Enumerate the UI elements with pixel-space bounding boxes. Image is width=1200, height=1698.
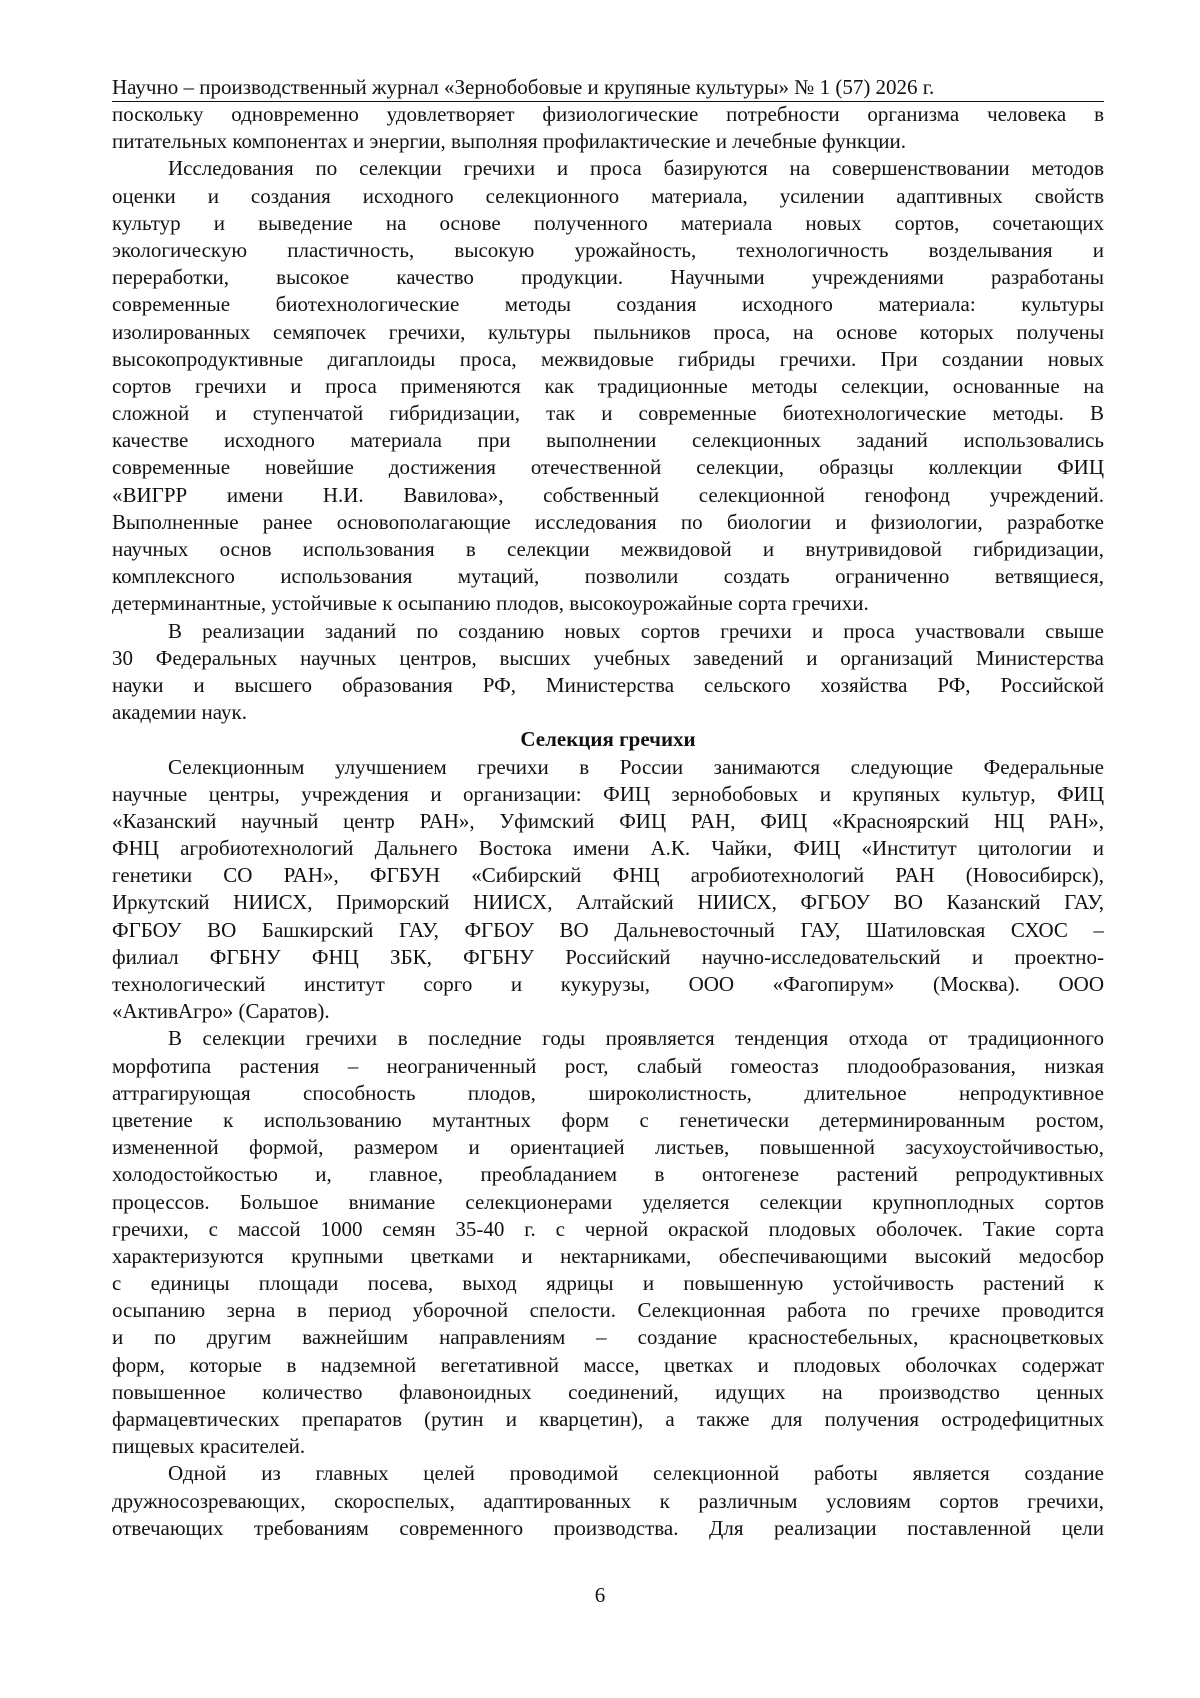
text-line: ФНЦ агробиотехнологий Дальнего Востока имени А.К. Чайки, ФИЦ «Институт цитологии и — [112, 836, 1104, 861]
text-line: гречихи, с массой 1000 семян 35-40 г. с черной окраской плодовых оболочек. Такие сорта — [112, 1216, 1104, 1241]
text-line: Селекционным улучшением гречихи в России занимаются следующие Федеральные — [168, 754, 1104, 779]
text-line: комплексного использования мутаций, позволили создать ограниченно ветвящиеся, — [112, 564, 1104, 589]
text-line: детерминантные, устойчивые к осыпанию плодов, высокоурожайные сорта гречихи. — [112, 591, 869, 616]
text-line: с единицы площади посева, выход ядрицы и повышенную устойчивость растений к — [112, 1271, 1104, 1296]
text-line: Иркутский НИИСХ, Приморский НИИСХ, Алтайский НИИСХ, ФГБОУ ВО Казанский ГАУ, — [112, 890, 1104, 915]
text-line: аттрагирующая способность плодов, широколистность, длительное непродуктивное — [112, 1080, 1104, 1105]
text-line: изолированных семяпочек гречихи, культуры пыльников проса, на основе которых получены — [112, 319, 1104, 344]
text-line: современные новейшие достижения отечественной селекции, образцы коллекции ФИЦ — [112, 455, 1104, 480]
article-body — [112, 101, 1104, 1542]
text-line: холодостойкостью и, главное, преобладанием в онтогенезе растений репродуктивных — [112, 1162, 1104, 1187]
text-line: «Казанский научный центр РАН», Уфимский ФИЦ РАН, ФИЦ «Красноярский НЦ РАН», — [112, 808, 1104, 833]
text-line: цветение к использованию мутантных форм с генетически детерминированным ростом, — [112, 1107, 1104, 1132]
text-line: ФГБОУ ВО Башкирский ГАУ, ФГБОУ ВО Дальневосточный ГАУ, Шатиловская СХОС – — [112, 917, 1104, 942]
text-line: сложной и ступенчатой гибридизации, так и современные биотехнологические методы. В — [112, 401, 1104, 426]
section-title: Селекция гречихи — [520, 727, 696, 752]
text-line: Одной из главных целей проводимой селекционной работы является создание — [168, 1461, 1104, 1486]
text-line: отвечающих требованиям современного производства. Для реализации поставленной цели — [112, 1515, 1104, 1540]
text-line: и по другим важнейшим направлениям – создание красностебельных, красноцветковых — [112, 1325, 1104, 1350]
text-line: фармацевтических препаратов (рутин и кварцетин), а также для получения остродефицитных — [112, 1407, 1104, 1431]
journal-header: Научно – производственный журнал «Зернобобовые и крупяные культуры» № 1 (57) 2026 г. — [112, 75, 935, 99]
text-line: культур и выведение на основе полученного материала новых сортов, сочетающих — [112, 210, 1104, 235]
text-line: дружносозревающих, скороспелых, адаптированных к различным условиям сортов гречихи, — [112, 1488, 1104, 1513]
text-line: Выполненные ранее основополагающие исследования по биологии и физиологии, разработке — [112, 509, 1104, 534]
text-line: «ВИГРР имени Н.И. Вавилова», собственный селекционной генофонд учреждений. — [112, 482, 1104, 507]
text-line: Исследования по селекции гречихи и проса базируются на совершенствовании методов — [168, 156, 1104, 181]
text-line: генетики СО РАН», ФГБУН «Сибирский ФНЦ агробиотехнологий РАН (Новосибирск), — [112, 863, 1104, 888]
text-line: технологический институт сорго и кукурузы, ООО «Фагопирум» (Москва). ООО — [112, 972, 1104, 996]
text-line: оценки и создания исходного селекционного материала, усилении адаптивных свойств — [112, 183, 1104, 208]
text-line: научные центры, учреждения и организации: ФИЦ зернобобовых и крупяных культур, ФИЦ — [112, 781, 1104, 806]
text-line: питательных компонентах и энергии, выполняя профилактические и лечебные функции. — [112, 129, 907, 154]
text-line: науки и высшего образования РФ, Министерства сельского хозяйства РФ, Российской — [112, 672, 1104, 697]
text-line: «АктивАгро» (Саратов). — [112, 999, 330, 1024]
text-line: качестве исходного материала при выполнении селекционных заданий использовались — [112, 428, 1104, 453]
text-line: сортов гречихи и проса применяются как традиционные методы селекции, основанные на — [112, 373, 1104, 398]
text-line: пищевых красителей. — [112, 1434, 306, 1459]
text-line: академии наук. — [112, 700, 247, 725]
text-line: филиал ФГБНУ ФНЦ ЗБК, ФГБНУ Российский научно-исследовательский и проектно- — [112, 944, 1104, 969]
text-line: поскольку одновременно удовлетворяет физиологические потребности организма человека в — [112, 102, 1104, 126]
text-line: В реализации заданий по созданию новых сортов гречихи и проса участвовали свыше — [168, 618, 1104, 643]
text-line: морфотипа растения – неограниченный рост, слабый гомеостаз плодообразования, низкая — [112, 1053, 1104, 1078]
text-line: форм, которые в надземной вегетативной массе, цветках и плодовых оболочках содержат — [112, 1352, 1104, 1377]
text-line: повышенное количество флавоноидных соединений, идущих на производство ценных — [112, 1379, 1104, 1404]
text-line: современные биотехнологические методы создания исходного материала: культуры — [112, 292, 1104, 317]
text-line: измененной формой, размером и ориентацией листьев, повышенной засухоустойчивостью, — [112, 1135, 1104, 1160]
text-line: процессов. Большое внимание селекционерами уделяется селекции крупноплодных сортов — [112, 1189, 1104, 1214]
text-line: В селекции гречихи в последние годы проявляется тенденция отхода от традиционного — [168, 1026, 1104, 1051]
text-line: осыпанию зерна в период уборочной спелости. Селекционная работа по гречихе проводится — [112, 1298, 1104, 1323]
text-line: научных основ использования в селекции межвидовой и внутривидовой гибридизации, — [112, 537, 1104, 561]
text-line: переработки, высокое качество продукции. Научными учреждениями разработаны — [112, 265, 1104, 290]
text-line: высокопродуктивные дигаплоиды проса, межвидовые гибриды гречихи. При создании новых — [112, 346, 1104, 371]
text-line: характеризуются крупными цветками и нектарниками, обеспечивающими высокий медосбор — [112, 1243, 1104, 1268]
text-line: 30 Федеральных научных центров, высших учебных заведений и организаций Министерства — [112, 645, 1104, 670]
page-number: 6 — [594, 1583, 606, 1607]
text-line: экологическую пластичность, высокую урожайность, технологичность возделывания и — [112, 237, 1104, 262]
